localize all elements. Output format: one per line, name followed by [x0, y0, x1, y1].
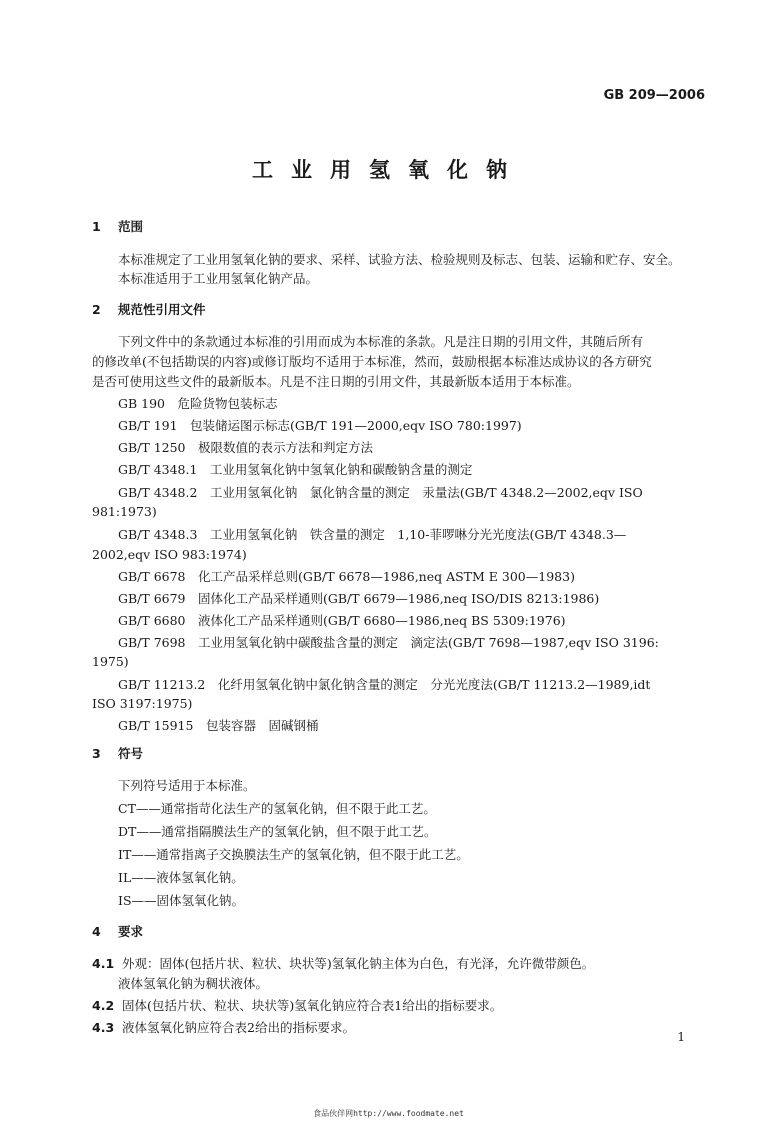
reference-item: GB/T 1250 极限数值的表示方法和判定方法 [118, 440, 374, 455]
paragraph-line: 是否可使用这些文件的最新版本。凡是不注日期的引用文件，其最新版本适用于本标准。 [92, 374, 580, 389]
reference-item: GB/T 191 包装储运图示标志(GB/T 191—2000,eqv ISO 780:1997) [118, 418, 522, 433]
reference-item: GB/T 7698 工业用氢氧化钠中碳酸盐含量的测定 滴定法(GB/T 7698—1987,eqv ISO 3196: [118, 635, 659, 650]
symbol-definition: IS——固体氢氧化钠。 [118, 893, 245, 908]
reference-item: GB/T 4348.3 工业用氢氧化钠 铁含量的测定 1,10-菲啰啉分光光度法(GB/T 4348.3— [118, 527, 627, 542]
section-number: 2 [92, 302, 101, 317]
section-number: 3 [92, 746, 101, 761]
paragraph-line: 本标准适用于工业用氢氧化钠产品。 [118, 271, 319, 286]
section-2-heading [92, 300, 206, 318]
reference-item: GB/T 6680 液体化工产品采样通则(GB/T 6680—1986,neq BS 5309:1976) [118, 613, 566, 628]
paragraph-line: 的修改单(不包括勘误的内容)或修订版均不适用于本标准，然而，鼓励根据本标准达成协议的各方研究 [92, 354, 652, 369]
section-number: 4 [92, 924, 101, 939]
requirement-4-1 [92, 954, 594, 972]
section-title: 符号 [118, 746, 144, 761]
footer-watermark: 食品伙伴网http://www.foodmate.net [313, 1109, 464, 1118]
paragraph-line: 下列符号适用于本标准。 [118, 778, 256, 793]
section-3-heading [92, 744, 143, 762]
document-title: 工业用氢氧化钠 [252, 158, 525, 182]
section-number: 1 [92, 219, 101, 234]
clause-text: 液体氢氧化钠应符合表2给出的指标要求。 [122, 1020, 355, 1035]
requirement-4-3 [92, 1018, 355, 1036]
paragraph-line: 下列文件中的条款通过本标准的引用而成为本标准的条款。凡是注日期的引用文件，其随后所有 [118, 334, 644, 349]
section-title: 要求 [118, 924, 144, 939]
reference-item: GB/T 15915 包装容器 固碱钢桶 [118, 718, 319, 733]
clause-number: 4.1 [92, 956, 115, 971]
paragraph-line: 本标准规定了工业用氢氧化钠的要求、采样、试验方法、检验规则及标志、包装、运输和贮存、安全。 [118, 252, 681, 267]
standard-code: GB 209—2006 [603, 88, 705, 103]
page-number: 1 [677, 1030, 685, 1044]
section-title: 规范性引用文件 [118, 302, 206, 317]
reference-item: GB/T 4348.2 工业用氢氧化钠 氯化钠含量的测定 汞量法(GB/T 4348.2—2002,eqv ISO [118, 485, 643, 500]
clause-text-cont: 液体氢氧化钠为稠状液体。 [118, 976, 269, 991]
reference-item-cont: 2002,eqv ISO 983:1974) [92, 547, 247, 562]
clause-text: 固体(包括片状、粒状、块状等)氢氧化钠应符合表1给出的指标要求。 [122, 998, 503, 1013]
reference-item: GB/T 6678 化工产品采样总则(GB/T 6678—1986,neq ASTM E 300—1983) [118, 569, 575, 584]
section-4-heading [92, 922, 143, 940]
symbol-definition: IT——通常指离子交换膜法生产的氢氧化钠，但不限于此工艺。 [118, 847, 469, 862]
clause-number: 4.2 [92, 998, 115, 1013]
clause-number: 4.3 [92, 1020, 115, 1035]
section-title: 范围 [118, 219, 144, 234]
requirement-4-2 [92, 996, 502, 1014]
symbol-definition: CT——通常指苛化法生产的氢氧化钠，但不限于此工艺。 [118, 801, 436, 816]
reference-item: GB/T 11213.2 化纤用氢氧化钠中氯化钠含量的测定 分光光度法(GB/T 11213.2—1989,idt [118, 677, 651, 692]
reference-item: GB 190 危险货物包装标志 [118, 396, 278, 411]
reference-item: GB/T 4348.1 工业用氢氧化钠中氢氧化钠和碳酸钠含量的测定 [118, 462, 473, 477]
section-1-heading [92, 217, 143, 235]
clause-text: 外观：固体(包括片状、粒状、块状等)氢氧化钠主体为白色，有光泽，允许微带颜色。 [122, 956, 595, 971]
reference-item-cont: ISO 3197:1975) [92, 696, 193, 711]
symbol-definition: IL——液体氢氧化钠。 [118, 870, 244, 885]
reference-item: GB/T 6679 固体化工产品采样通则(GB/T 6679—1986,neq ISO/DIS 8213:1986) [118, 591, 600, 606]
reference-item-cont: 1975) [92, 654, 129, 669]
symbol-definition: DT——通常指隔膜法生产的氢氧化钠，但不限于此工艺。 [118, 824, 437, 839]
reference-item-cont: 981:1973) [92, 504, 157, 519]
